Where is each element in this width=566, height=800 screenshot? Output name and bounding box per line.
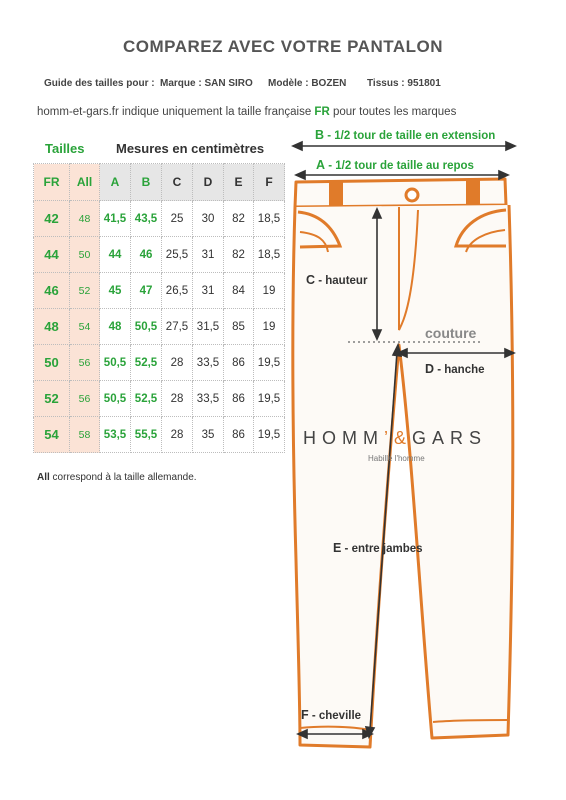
- label-couture: couture: [425, 325, 477, 341]
- label-e-text: - entre jambes: [341, 543, 423, 555]
- table-cell: 44: [100, 237, 131, 273]
- table-cell: 26,5: [162, 273, 193, 309]
- table-cell: 52,5: [131, 381, 162, 417]
- table-cell: 50,5: [100, 345, 131, 381]
- table-cell: 31,5: [193, 309, 224, 345]
- label-f-letter: F: [301, 708, 309, 722]
- label-d: [425, 362, 485, 376]
- table-cell: 25: [162, 201, 193, 237]
- table-cell: 82: [224, 201, 254, 237]
- all-footnote-bold: All: [37, 472, 50, 483]
- label-a-letter: A: [316, 158, 326, 172]
- table-cell: 45: [100, 273, 131, 309]
- fabric-label: Tissus : 951801: [367, 78, 441, 89]
- table-cell: 48: [34, 309, 70, 345]
- trouser-illustration: [293, 179, 513, 747]
- column-header-fr: FR: [34, 164, 70, 201]
- measurements-heading: Mesures en centimètres: [116, 141, 265, 156]
- brand-right: GARS: [412, 428, 488, 448]
- table-cell: 85: [224, 309, 254, 345]
- label-a-text: - 1/2 tour de taille au repos: [325, 160, 474, 172]
- table-cell: 18,5: [254, 237, 285, 273]
- table-cell: 82: [224, 237, 254, 273]
- brand-left: HOMM: [303, 428, 384, 448]
- model-label: Modèle : BOZEN: [268, 78, 347, 89]
- label-f-text: - cheville: [308, 710, 362, 722]
- table-cell: 19: [254, 273, 285, 309]
- table-cell: 25,5: [162, 237, 193, 273]
- label-f: [301, 708, 361, 722]
- brand-label: Marque : SAN SIRO: [160, 78, 253, 89]
- table-cell: 44: [34, 237, 70, 273]
- table-cell: 54: [70, 309, 100, 345]
- table-cell: 33,5: [193, 381, 224, 417]
- size-note-fr: FR: [314, 106, 330, 118]
- table-cell: 56: [70, 381, 100, 417]
- label-d-letter: D: [425, 362, 435, 376]
- table-cell: 18,5: [254, 201, 285, 237]
- table-cell: 52,5: [131, 345, 162, 381]
- table-cell: 52: [70, 273, 100, 309]
- table-cell: 30: [193, 201, 224, 237]
- table-cell: 41,5: [100, 201, 131, 237]
- brand-tagline: Habille l'homme: [368, 454, 425, 463]
- label-e-letter: E: [333, 541, 342, 555]
- column-header-e: E: [224, 164, 254, 201]
- table-cell: 19,5: [254, 345, 285, 381]
- table-cell: 28: [162, 345, 193, 381]
- brand-logo: [303, 428, 487, 449]
- table-cell: 56: [70, 345, 100, 381]
- label-b-letter: B: [315, 128, 325, 142]
- column-header-c: C: [162, 164, 193, 201]
- label-b-text: - 1/2 tour de taille en extension: [324, 130, 496, 142]
- label-e: [333, 541, 423, 555]
- table-cell: 50,5: [131, 309, 162, 345]
- table-cell: 46: [34, 273, 70, 309]
- table-cell: 19: [254, 309, 285, 345]
- table-cell: 42: [34, 201, 70, 237]
- size-note-end: pour toutes les marques: [329, 106, 457, 118]
- table-cell: 50: [70, 237, 100, 273]
- table-cell: 46: [131, 237, 162, 273]
- table-cell: 55,5: [131, 417, 162, 453]
- size-note-start: homm-et-gars.fr indique uniquement la taille française: [37, 106, 315, 118]
- table-cell: 86: [224, 381, 254, 417]
- column-header-d: D: [193, 164, 224, 201]
- label-c-letter: C: [306, 273, 316, 287]
- table-cell: 28: [162, 381, 193, 417]
- guide-label: Guide des tailles pour :: [44, 78, 155, 89]
- table-cell: 53,5: [100, 417, 131, 453]
- table-cell: 84: [224, 273, 254, 309]
- brand-amp: ’&: [384, 428, 413, 448]
- button-icon: [406, 189, 418, 201]
- table-cell: 58: [70, 417, 100, 453]
- table-cell: 43,5: [131, 201, 162, 237]
- column-header-f: F: [254, 164, 285, 201]
- label-d-text: - hanche: [434, 364, 485, 376]
- table-cell: 33,5: [193, 345, 224, 381]
- sizes-heading: Tailles: [45, 141, 85, 156]
- table-cell: 19,5: [254, 381, 285, 417]
- table-cell: 31: [193, 237, 224, 273]
- table-cell: 31: [193, 273, 224, 309]
- table-cell: 50,5: [100, 381, 131, 417]
- table-cell: 47: [131, 273, 162, 309]
- table-cell: 50: [34, 345, 70, 381]
- table-cell: 19,5: [254, 417, 285, 453]
- belt-loop-left: [329, 181, 343, 209]
- label-a: [316, 158, 474, 172]
- column-header-a: A: [100, 164, 131, 201]
- table-cell: 35: [193, 417, 224, 453]
- column-header-all: All: [70, 164, 100, 201]
- table-cell: 86: [224, 345, 254, 381]
- page-title: COMPAREZ AVEC VOTRE PANTALON: [123, 37, 443, 56]
- table-cell: 48: [100, 309, 131, 345]
- table-cell: 86: [224, 417, 254, 453]
- label-c: [306, 273, 367, 287]
- belt-loop-right: [466, 180, 480, 208]
- table-cell: 52: [34, 381, 70, 417]
- table-cell: 54: [34, 417, 70, 453]
- table-cell: 28: [162, 417, 193, 453]
- label-c-text: - hauteur: [315, 275, 368, 287]
- all-footnote-text: correspond à la taille allemande.: [49, 472, 197, 483]
- table-cell: 48: [70, 201, 100, 237]
- column-header-b: B: [131, 164, 162, 201]
- table-cell: 27,5: [162, 309, 193, 345]
- label-b: [315, 128, 495, 142]
